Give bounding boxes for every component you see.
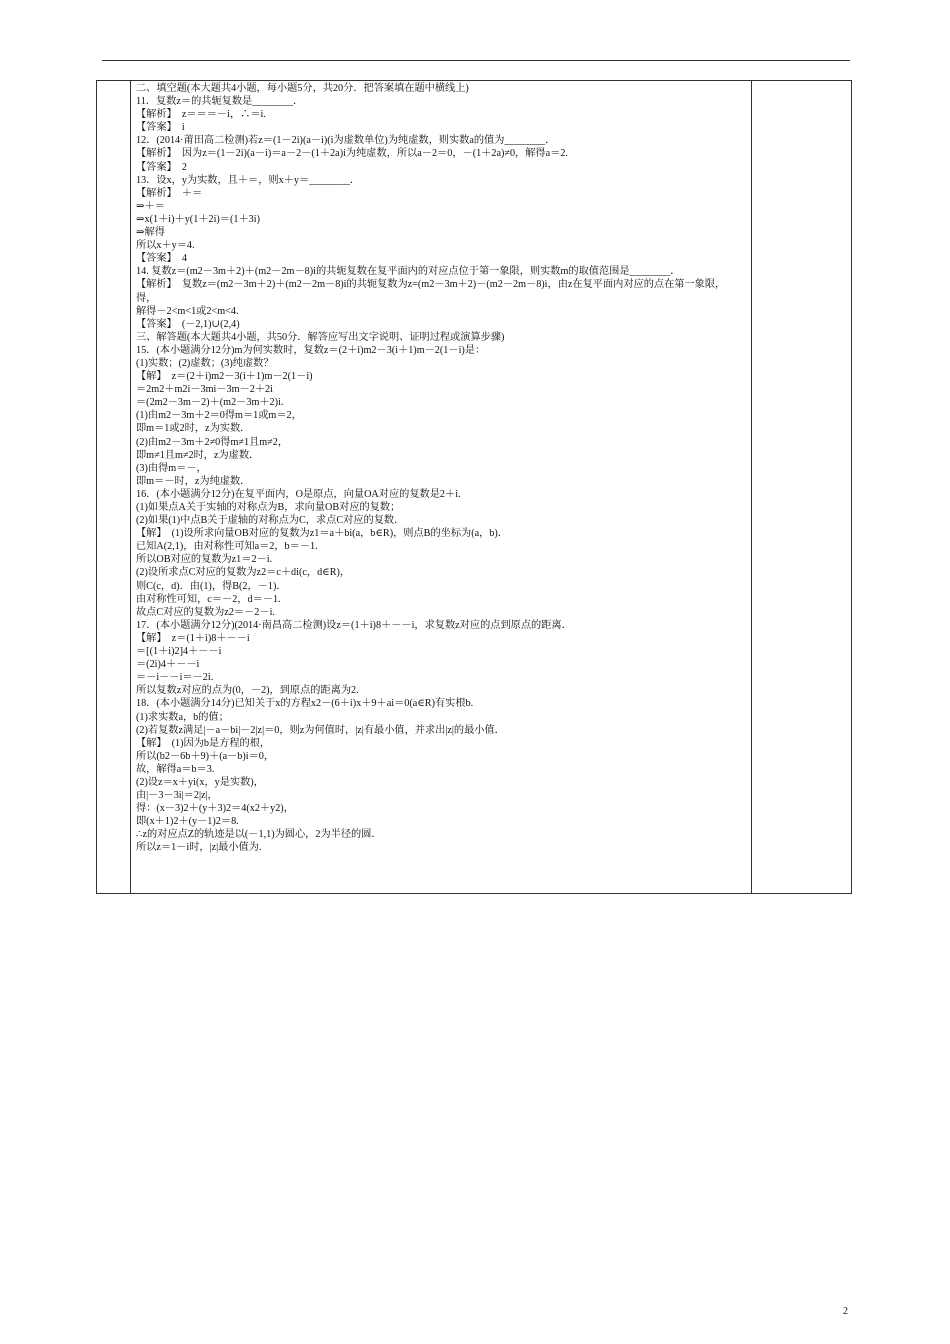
text-line: 所以x＋y＝4.	[136, 240, 195, 252]
text-line: (1)如果点A关于实轴的对称点为B，求向量OB对应的复数；	[136, 502, 401, 513]
text-line: 所以复数z对应的点为(0，－2)，到原点的距离为2.	[136, 685, 359, 697]
text-line: (2)如果(1)中点B关于虚轴的对称点为C，求点C对应的复数．	[136, 515, 405, 527]
text-line: 所以(b2－6b＋9)＋(a－b)i＝0，	[136, 750, 275, 762]
text-line: 即m＝－时，z为纯虚数．	[136, 475, 251, 487]
text-line: 14. 复数z＝(m2－3m＋2)＋(m2－2m－8)i的共轭复数在复平面内的对应点位于第一象限，则实数m的取值范围是________．	[136, 266, 681, 278]
text-line: 【答案】 4	[136, 253, 187, 265]
text-line: (2)设所求点C对应的复数为z2＝c＋di(c，d∈R)，	[136, 567, 351, 579]
text-line: (1)求实数a，b的值；	[136, 711, 229, 723]
text-line: ＝(2i)4＋－－i	[136, 659, 200, 671]
main-content-cell	[136, 82, 750, 855]
text-line: 即(x＋1)2＋(y－1)2＝8.	[136, 816, 239, 828]
text-line: 解得－2<m<1或2<m<4.	[136, 305, 239, 317]
page-number: 2	[843, 1306, 848, 1317]
text-line: 15．(本小题满分12分)m为何实数时，复数z＝(2＋i)m2－3(i＋1)m－2(1－i)是：	[136, 344, 486, 356]
text-line: 即m＝1或2时，z为实数．	[136, 423, 251, 435]
text-line: 所以OB对应的复数为z1＝2－i.	[136, 554, 273, 566]
text-line: 【答案】 (－2,1)∪(2,4)	[136, 318, 240, 330]
text-line: 得，	[136, 292, 157, 304]
text-line: 【答案】 i	[136, 122, 185, 134]
left-margin-cell	[97, 81, 131, 893]
text-line: (2)若复数z满足|－a－bi|－2|z|＝0，则z为何值时，|z|有最小值，并求出|z|的最小值．	[136, 724, 505, 736]
content-table	[96, 80, 852, 894]
text-line: (3)由得m＝－，	[136, 462, 207, 474]
text-line: 【答案】 2	[136, 161, 187, 173]
text-line: 【解析】 z＝＝＝－i，∴＝i.	[136, 109, 266, 121]
text-line: ＝(2m2－3m－2)＋(m2－3m＋2)i.	[136, 397, 284, 409]
text-line: (2)由m2－3m＋2≠0得m≠1且m≠2，	[136, 436, 289, 448]
text-line: 即m≠1且m≠2时，z为虚数．	[136, 449, 260, 461]
text-line: 【解】 z＝(2＋i)m2－3(i＋1)m－2(1－i)	[136, 371, 313, 383]
text-line: 18．(本小题满分14分)已知关于x的方程x2－(6＋i)x＋9＋ai＝0(a∈R)有实根b.	[136, 698, 474, 710]
text-line: 16．(本小题满分12分)在复平面内，O是原点，向量OA对应的复数是2＋i.	[136, 488, 461, 500]
text-line: 【解】 (1)设所求向量OB对应的复数为z1＝a＋bi(a，b∈R)，则点B的坐标为(a，b)．	[136, 528, 508, 540]
text-line: 17．(本小题满分12分)(2014·南昌高二检测)设z＝(1＋i)8＋－－i，求复数z对应的点到原点的距离．	[136, 619, 572, 631]
text-line: 12．(2014·莆田高二检测)若z＝(1－2i)(a－i)(i为虚数单位)为纯虚数，则实数a的值为________．	[136, 135, 556, 147]
text-line: ＝－i－－i＝－2i.	[136, 672, 214, 684]
text-line: 三、解答题(本大题共4小题，共50分．解答应写出文字说明、证明过程或演算步骤)	[136, 331, 505, 343]
text-line: (1)实数；(2)虚数；(3)纯虚数？	[136, 357, 274, 369]
text-line: 由对称性可知，c＝－2，d＝－1.	[136, 593, 281, 605]
text-line: (2)设z＝x＋yi(x，y是实数)，	[136, 776, 264, 788]
text-line: 【解】 z＝(1＋i)8＋－－i	[136, 632, 250, 644]
text-line: 【解】 (1)因为b是方程的根，	[136, 737, 271, 749]
text-line: ⇒x(1＋i)＋y(1＋2i)＝(1＋3i)	[136, 213, 260, 225]
text-line: (1)由m2－3m＋2＝0得m＝1或m＝2，	[136, 410, 302, 422]
text-line: 所以z＝1－i时，|z|最小值为.	[136, 842, 262, 854]
text-line: 【解析】 ＋＝	[136, 187, 203, 199]
text-line: ＝2m2＋m2i－3mi－3m－2＋2i	[136, 384, 273, 396]
text-line: ∴z的对应点Z的轨迹是以(－1,1)为圆心，2为半径的圆．	[136, 829, 382, 841]
text-line: ⇒解得	[136, 227, 165, 239]
text-line: 则C(c，d)．由(1)，得B(2，－1)．	[136, 580, 287, 592]
text-line: 故，解得a＝b＝3.	[136, 763, 215, 775]
text-line: 得：(x－3)2＋(y＋3)2＝4(x2＋y2)，	[136, 803, 294, 815]
text-line: ⇒＋＝	[136, 200, 165, 212]
text-line: 13．设x，y为实数，且＋＝，则x＋y＝________．	[136, 174, 361, 186]
text-line: ＝[(1＋i)2]4＋－－i	[136, 646, 222, 658]
text-line: 故点C对应的复数为z2＝－2－i.	[136, 606, 275, 618]
text-line: 二、填空题(本大题共4小题，每小题5分，共20分．把答案填在题中横线上)	[136, 83, 469, 94]
right-margin-cell	[751, 81, 851, 893]
text-line: 已知A(2,1)，由对称性可知a＝2，b＝－1.	[136, 541, 318, 553]
text-line: 【解析】 复数z＝(m2－3m＋2)＋(m2－2m－8)i的共轭复数为z=(m2－3m＋2)－(m2－2m－8)i，由z在复平面内对应的点在第一象限，	[136, 279, 726, 291]
text-line: 【解析】 因为z＝(1－2i)(a－i)＝a－2－(1＋2a)i为纯虚数，所以a－2＝0，－(1＋2a)≠0，解得a＝2.	[136, 148, 568, 160]
text-line: 由|－3－3i|＝2|z|，	[136, 790, 218, 802]
text-line: 11．复数z＝的共轭复数是________．	[136, 96, 304, 108]
header-rule	[102, 60, 850, 61]
